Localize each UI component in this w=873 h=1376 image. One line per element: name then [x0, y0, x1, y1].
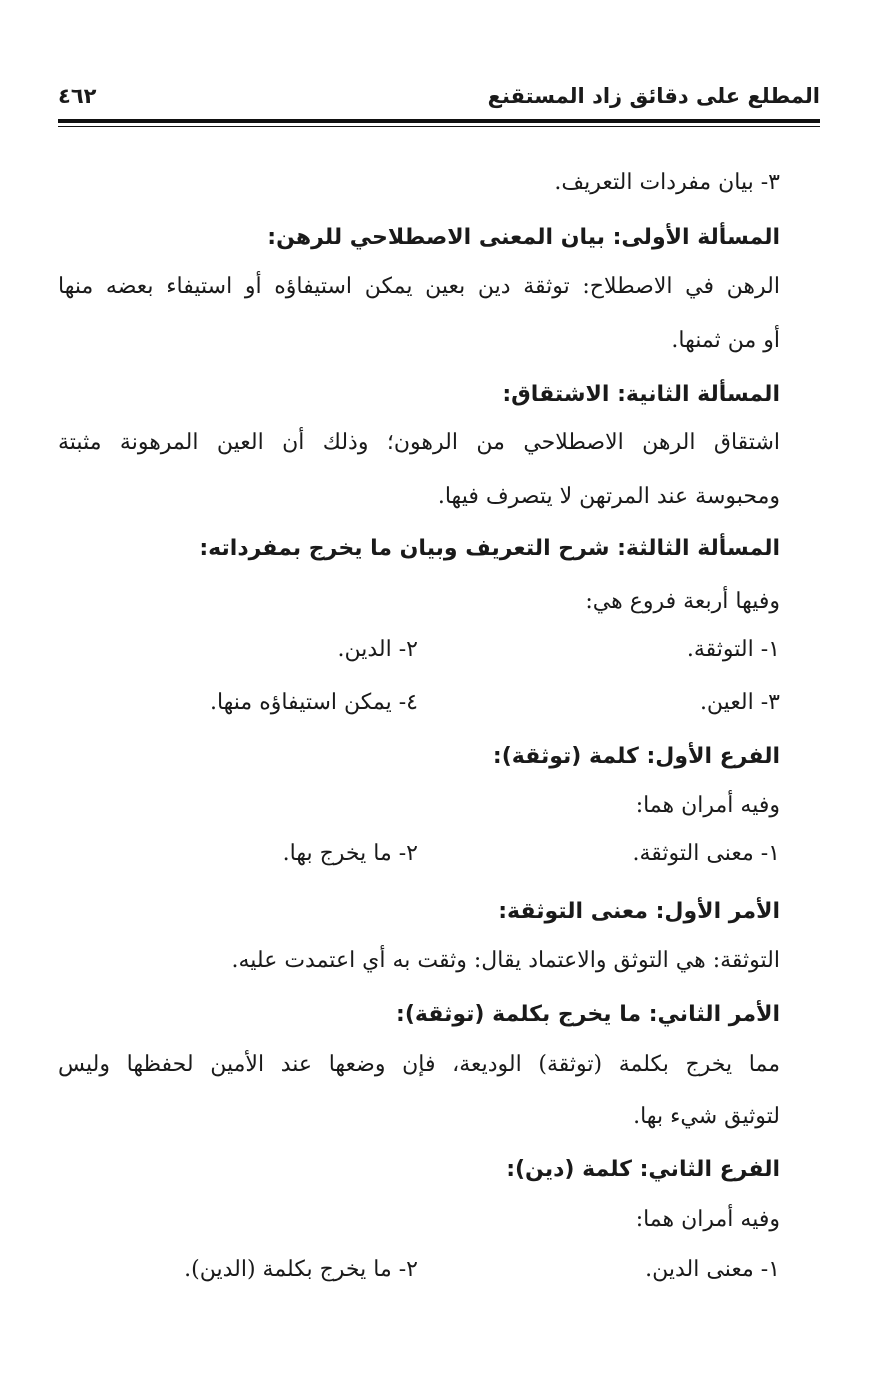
- list-item: ١- التوثقة.: [686, 637, 780, 662]
- list-item: ٢- ما يخرج بكلمة (الدين).: [184, 1257, 418, 1282]
- paragraph-line: الرهن في الاصطلاح: توثقة دين بعين يمكن استيفاؤه أو استيفاء بعضه منها: [58, 274, 780, 299]
- subsection-heading: الأمر الثاني: ما يخرج بكلمة (توثقة):: [396, 1002, 780, 1027]
- list-item: ١- معنى الدين.: [645, 1257, 780, 1282]
- paragraph-line: التوثقة: هي التوثق والاعتماد يقال: وثقت به أي اعتمدت عليه.: [231, 948, 780, 973]
- page-number: ٤٦٢: [58, 84, 97, 108]
- paragraph-line: أو من ثمنها.: [671, 328, 780, 353]
- subsection-heading: الفرع الثاني: كلمة (دين):: [506, 1157, 780, 1182]
- subsection-heading: الفرع الأول: كلمة (توثقة):: [492, 744, 780, 769]
- list-item: ٣- العين.: [699, 690, 780, 715]
- running-title: المطلع على دقائق زاد المستقنع: [487, 84, 820, 108]
- list-item: ٤- يمكن استيفاؤه منها.: [209, 690, 418, 715]
- paragraph-line: وفيه أمران هما:: [635, 793, 780, 818]
- paragraph-line: وفيه أمران هما:: [635, 1207, 780, 1232]
- list-item: ١- معنى التوثقة.: [632, 841, 780, 866]
- page-header: [58, 78, 820, 118]
- list-item: ٢- الدين.: [337, 637, 418, 662]
- paragraph-line: ومحبوسة عند المرتهن لا يتصرف فيها.: [437, 484, 780, 509]
- paragraph-line: مما يخرج بكلمة (توثقة) الوديعة، فإن وضعها عند الأمين لحفظها وليس: [58, 1052, 780, 1077]
- list-item: ٢- ما يخرج بها.: [282, 841, 418, 866]
- paragraph-line: لتوثيق شيء بها.: [633, 1104, 780, 1129]
- list-item: ٣- بيان مفردات التعريف.: [554, 170, 780, 195]
- paragraph-line: اشتقاق الرهن الاصطلاحي من الرهون؛ وذلك أن العين المرهونة مثبتة: [58, 430, 780, 455]
- paragraph-line: وفيها أربعة فروع هي:: [585, 589, 780, 614]
- subsection-heading: الأمر الأول: معنى التوثقة:: [498, 899, 780, 924]
- section-heading: المسألة الأولى: بيان المعنى الاصطلاحي للرهن:: [267, 225, 780, 250]
- header-rule-thin: [58, 126, 820, 127]
- header-rule-thick: [58, 119, 820, 123]
- section-heading: المسألة الثانية: الاشتقاق:: [502, 382, 780, 407]
- section-heading: المسألة الثالثة: شرح التعريف وبيان ما يخرج بمفرداته:: [199, 536, 780, 561]
